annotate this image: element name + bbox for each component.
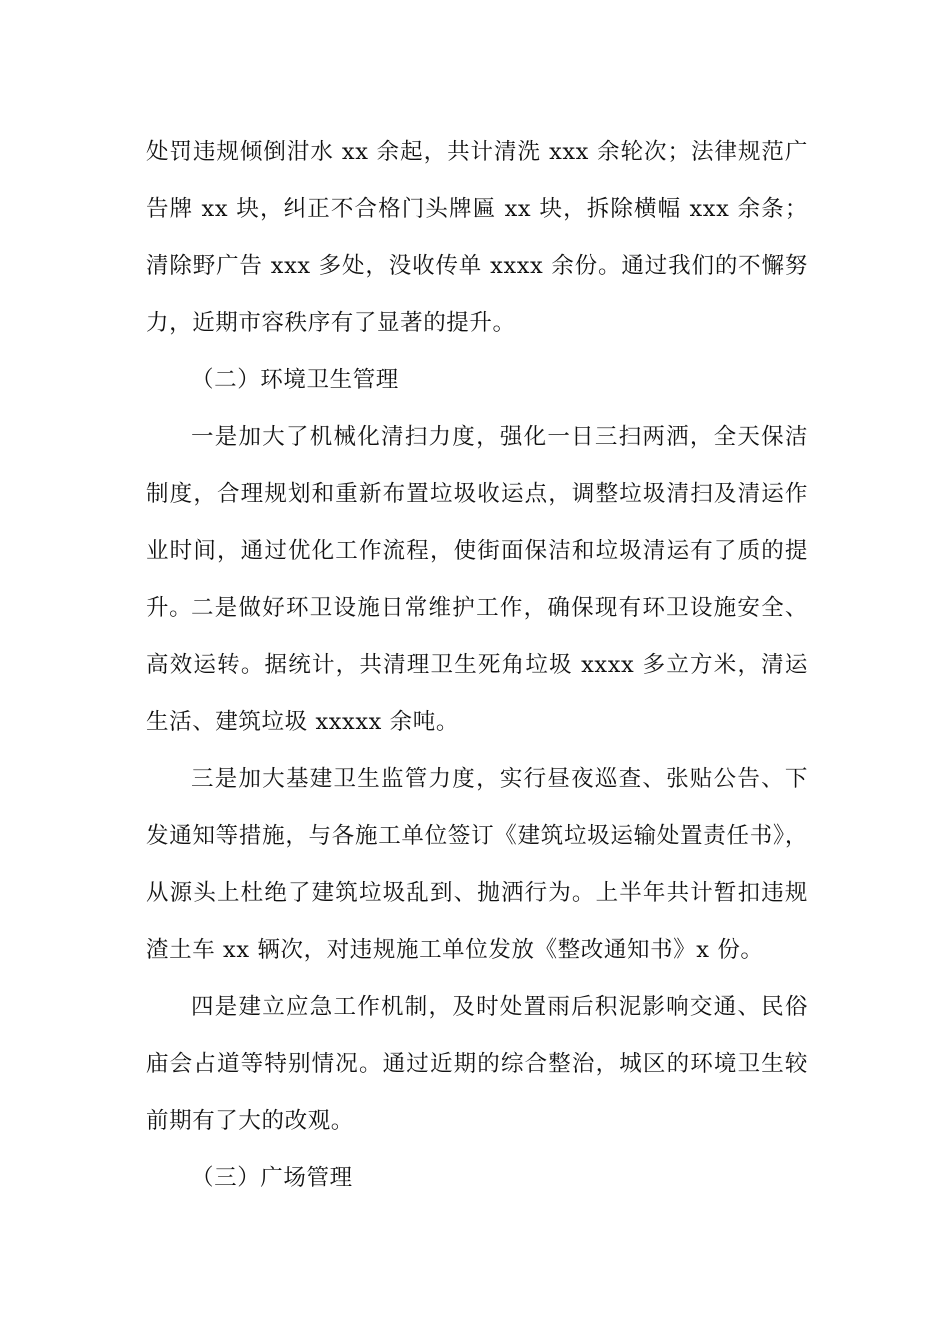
paragraph-construction-supervision: 三是加大基建卫生监管力度，实行昼夜巡查、张贴公告、下发通知等措施，与各施工单位签订《建筑垃圾运输处置责任书》，从源头上杜绝了建筑垃圾乱到、抛洒行为。上半年共计暂扣违规渣土车 xx 辆次，对违规施工单位发放《整改通知书》x 份。 (146, 766, 808, 963)
paragraph-emergency-mechanism: 四是建立应急工作机制，及时处置雨后积泥影响交通、民俗庙会占道等特别情况。通过近期的综合整治，城区的环境卫生较前期有了大的改观。 (146, 994, 808, 1134)
section-heading-square-management: （三）广场管理 (191, 1165, 353, 1191)
paragraph-mechanized-cleaning: 一是加大了机械化清扫力度，强化一日三扫两洒，全天保洁制度，合理规划和重新布置垃圾收运点，调整垃圾清扫及清运作业时间，通过优化工作流程，使街面保洁和垃圾清运有了质的提升。 (146, 424, 808, 621)
paragraph-sanitation-facilities: 二是做好环卫设施日常维护工作，确保现有环卫设施安全、高效运转。据统计，共清理卫生死角垃圾 xxxx 多立方米，清运生活、建筑垃圾 xxxxx 余吨。 (146, 595, 808, 735)
paragraph-market-order-results: 处罚违规倾倒泔水 xx 余起，共计清洗 xxx 余轮次；法律规范广告牌 xx 块，纠正不合格门头牌匾 xx 块，拆除横幅 xxx 余条；清除野广告 xxx 多处，没收传单 xxxx 余份。通过我们的不懈努力，近期市容秩序有了显著的提升。 (146, 139, 808, 336)
section-heading-environmental-sanitation: （二）环境卫生管理 (191, 367, 399, 393)
